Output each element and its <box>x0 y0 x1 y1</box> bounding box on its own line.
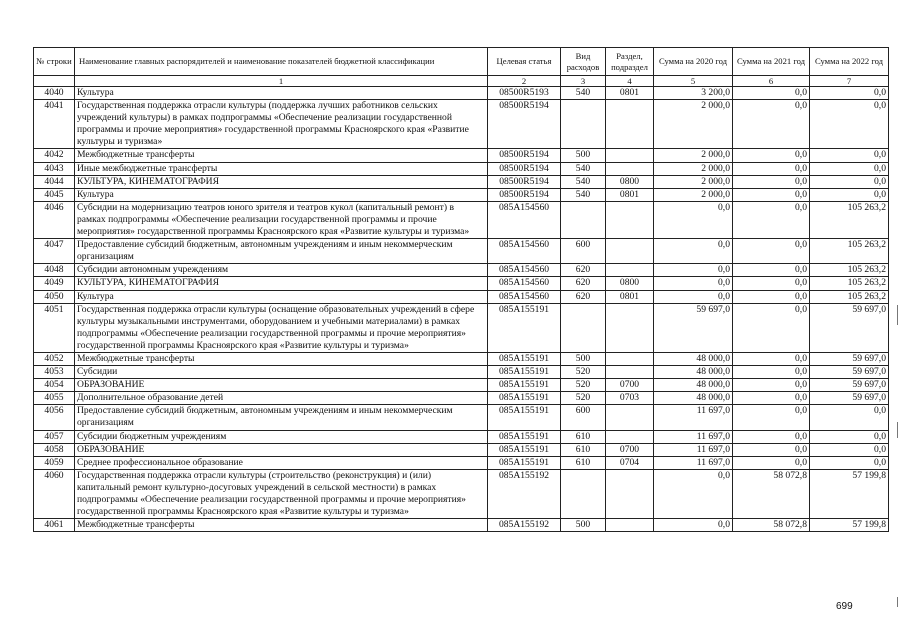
table-row <box>34 352 889 365</box>
row-name: КУЛЬТУРА, КИНЕМАТОГРАФИЯ <box>75 175 488 188</box>
row-section <box>606 149 654 162</box>
row-section: 0801 <box>606 87 654 100</box>
row-name: Среднее профессиональное образование <box>75 456 488 469</box>
table-row <box>34 392 889 405</box>
table-row <box>34 277 889 290</box>
row-sum-2020: 0,0 <box>654 277 733 290</box>
row-expense-type: 520 <box>561 366 606 379</box>
table-row <box>34 87 889 100</box>
row-section <box>606 352 654 365</box>
row-target-article: 085A155191 <box>488 352 561 365</box>
table-row <box>34 303 889 352</box>
row-target-article: 085A155192 <box>488 469 561 518</box>
row-target-article: 085A154560 <box>488 201 561 238</box>
row-name: Государственная поддержка отрасли культуры (строительство (реконструкция) и (или) капитальный ремонт культурно-досуговых учреждений в сельской местности) в рамках подпрограммы «Обеспечение реализации государственной программы и прочие мероприятия» государственной программы Красноярского края «Развитие культуры и туризма» <box>75 469 488 518</box>
row-name: Культура <box>75 290 488 303</box>
row-sum-2020: 11 697,0 <box>654 443 733 456</box>
header-expense-type: Вид расходов <box>561 48 606 76</box>
header-row-number: № строки <box>34 48 75 76</box>
row-expense-type: 610 <box>561 456 606 469</box>
row-sum-2020: 2 000,0 <box>654 100 733 149</box>
budget-table <box>33 47 889 532</box>
row-name: КУЛЬТУРА, КИНЕМАТОГРАФИЯ <box>75 277 488 290</box>
header-name: Наименование главных распорядителей и наименование показателей бюджетной классификации <box>75 48 488 76</box>
row-target-article: 08500R5193 <box>488 87 561 100</box>
row-sum-2022: 105 263,2 <box>810 277 889 290</box>
header-section: Раздел, подраздел <box>606 48 654 76</box>
table-row <box>34 290 889 303</box>
page-number: 699 <box>836 601 853 612</box>
row-sum-2021: 0,0 <box>733 162 810 175</box>
row-sum-2021: 0,0 <box>733 149 810 162</box>
row-target-article: 08500R5194 <box>488 162 561 175</box>
row-number: 4052 <box>34 352 75 365</box>
column-index: 7 <box>810 76 889 87</box>
row-target-article: 08500R5194 <box>488 100 561 149</box>
row-sum-2021: 0,0 <box>733 188 810 201</box>
row-sum-2020: 0,0 <box>654 469 733 518</box>
row-expense-type: 540 <box>561 175 606 188</box>
table-row <box>34 201 889 238</box>
header-row <box>34 48 889 76</box>
row-expense-type: 610 <box>561 443 606 456</box>
row-number: 4053 <box>34 366 75 379</box>
row-sum-2021: 0,0 <box>733 379 810 392</box>
row-sum-2020: 0,0 <box>654 290 733 303</box>
row-section <box>606 239 654 264</box>
row-sum-2022: 59 697,0 <box>810 379 889 392</box>
row-number: 4048 <box>34 264 75 277</box>
row-number: 4054 <box>34 379 75 392</box>
row-sum-2021: 0,0 <box>733 87 810 100</box>
row-sum-2022: 59 697,0 <box>810 352 889 365</box>
row-expense-type: 620 <box>561 290 606 303</box>
header-target-article: Целевая статья <box>488 48 561 76</box>
table-row <box>34 149 889 162</box>
row-expense-type: 600 <box>561 239 606 264</box>
row-sum-2021: 0,0 <box>733 290 810 303</box>
row-section <box>606 405 654 430</box>
row-name: Государственная поддержка отрасли культуры (оснащение образовательных учреждений в сфере культуры музыкальными инструментами, оборудованием и учебными материалами) в рамках подпрограммы «Обеспечение реализации государственной программы и прочие мероприятия» государственной программы Красноярского края «Развитие культуры и туризма» <box>75 303 488 352</box>
row-target-article: 085A155191 <box>488 303 561 352</box>
row-expense-type: 540 <box>561 162 606 175</box>
row-number: 4045 <box>34 188 75 201</box>
table-row <box>34 519 889 532</box>
row-target-article: 085A154560 <box>488 290 561 303</box>
row-number: 4041 <box>34 100 75 149</box>
table-row <box>34 430 889 443</box>
row-expense-type: 620 <box>561 277 606 290</box>
row-target-article: 085A155191 <box>488 430 561 443</box>
row-name: Дополнительное образование детей <box>75 392 488 405</box>
row-sum-2021: 0,0 <box>733 277 810 290</box>
row-sum-2020: 0,0 <box>654 201 733 238</box>
row-expense-type: 610 <box>561 430 606 443</box>
row-sum-2021: 58 072,8 <box>733 469 810 518</box>
row-sum-2020: 0,0 <box>654 239 733 264</box>
row-number: 4049 <box>34 277 75 290</box>
row-sum-2021: 0,0 <box>733 405 810 430</box>
row-sum-2020: 2 000,0 <box>654 175 733 188</box>
row-name: Государственная поддержка отрасли культуры (поддержка лучших работников сельских учреждений культуры) в рамках подпрограммы «Обеспечение реализации государственной программы и прочие мероприятия» государственной программы Красноярского края «Развитие культуры и туризма» <box>75 100 488 149</box>
row-section: 0801 <box>606 290 654 303</box>
row-sum-2022: 0,0 <box>810 405 889 430</box>
row-sum-2020: 48 000,0 <box>654 392 733 405</box>
row-sum-2022: 105 263,2 <box>810 290 889 303</box>
row-sum-2020: 0,0 <box>654 519 733 532</box>
row-section: 0800 <box>606 175 654 188</box>
row-sum-2022: 59 697,0 <box>810 366 889 379</box>
column-index: 3 <box>561 76 606 87</box>
table-row <box>34 188 889 201</box>
row-sum-2021: 0,0 <box>733 100 810 149</box>
row-sum-2022: 0,0 <box>810 430 889 443</box>
row-name: Культура <box>75 188 488 201</box>
row-section: 0801 <box>606 188 654 201</box>
row-expense-type <box>561 469 606 518</box>
row-section <box>606 201 654 238</box>
row-section: 0700 <box>606 379 654 392</box>
row-number: 4059 <box>34 456 75 469</box>
column-index: 5 <box>654 76 733 87</box>
row-target-article: 085A154560 <box>488 239 561 264</box>
row-expense-type: 540 <box>561 188 606 201</box>
row-target-article: 08500R5194 <box>488 175 561 188</box>
row-sum-2021: 0,0 <box>733 201 810 238</box>
row-name: ОБРАЗОВАНИЕ <box>75 379 488 392</box>
table-row <box>34 405 889 430</box>
row-sum-2022: 59 697,0 <box>810 303 889 352</box>
row-target-article: 085A155191 <box>488 456 561 469</box>
row-sum-2021: 0,0 <box>733 430 810 443</box>
row-sum-2022: 57 199,8 <box>810 469 889 518</box>
header-sum-2020: Сумма на 2020 год <box>654 48 733 76</box>
header-sum-2021: Сумма на 2021 год <box>733 48 810 76</box>
row-target-article: 085A155191 <box>488 379 561 392</box>
row-number: 4040 <box>34 87 75 100</box>
row-section <box>606 430 654 443</box>
table-body <box>34 87 889 532</box>
table-row <box>34 162 889 175</box>
row-name: ОБРАЗОВАНИЕ <box>75 443 488 456</box>
row-expense-type <box>561 100 606 149</box>
row-sum-2022: 0,0 <box>810 188 889 201</box>
column-index: 1 <box>75 76 488 87</box>
column-index: 6 <box>733 76 810 87</box>
row-expense-type <box>561 201 606 238</box>
table-row <box>34 456 889 469</box>
row-number: 4043 <box>34 162 75 175</box>
row-sum-2022: 105 263,2 <box>810 264 889 277</box>
row-sum-2022: 0,0 <box>810 456 889 469</box>
row-sum-2020: 11 697,0 <box>654 405 733 430</box>
row-section: 0800 <box>606 277 654 290</box>
row-expense-type: 500 <box>561 352 606 365</box>
column-index <box>34 76 75 87</box>
scan-mark <box>897 305 898 325</box>
row-name: Предоставление субсидий бюджетным, автономным учреждениям и иным некоммерческим организациям <box>75 239 488 264</box>
row-sum-2022: 0,0 <box>810 175 889 188</box>
row-number: 4056 <box>34 405 75 430</box>
row-name: Межбюджетные трансферты <box>75 149 488 162</box>
table-row <box>34 379 889 392</box>
row-section <box>606 366 654 379</box>
row-target-article: 085A154560 <box>488 264 561 277</box>
row-section <box>606 100 654 149</box>
column-index: 2 <box>488 76 561 87</box>
row-sum-2020: 48 000,0 <box>654 366 733 379</box>
row-sum-2022: 0,0 <box>810 87 889 100</box>
table-row <box>34 264 889 277</box>
row-sum-2021: 0,0 <box>733 366 810 379</box>
row-target-article: 085A155192 <box>488 519 561 532</box>
row-number: 4058 <box>34 443 75 456</box>
row-sum-2020: 2 000,0 <box>654 162 733 175</box>
row-number: 4060 <box>34 469 75 518</box>
scan-mark <box>897 597 898 607</box>
row-sum-2022: 105 263,2 <box>810 239 889 264</box>
row-section <box>606 264 654 277</box>
row-sum-2021: 0,0 <box>733 264 810 277</box>
table-row <box>34 469 889 518</box>
row-sum-2022: 0,0 <box>810 443 889 456</box>
row-sum-2020: 48 000,0 <box>654 379 733 392</box>
row-name: Предоставление субсидий бюджетным, автономным учреждениям и иным некоммерческим организациям <box>75 405 488 430</box>
table-row <box>34 100 889 149</box>
row-sum-2022: 0,0 <box>810 100 889 149</box>
row-expense-type: 520 <box>561 392 606 405</box>
row-number: 4050 <box>34 290 75 303</box>
row-target-article: 085A155191 <box>488 366 561 379</box>
row-name: Субсидии на модернизацию театров юного зрителя и театров кукол (капитальный ремонт) в рамках подпрограммы «Обеспечение реализации государственной программы и прочие мероприятия» государственной программы Красноярского края «Развитие культуры и туризма» <box>75 201 488 238</box>
table-row <box>34 239 889 264</box>
row-sum-2021: 0,0 <box>733 303 810 352</box>
row-number: 4061 <box>34 519 75 532</box>
row-section <box>606 162 654 175</box>
row-expense-type: 500 <box>561 519 606 532</box>
row-section <box>606 303 654 352</box>
row-sum-2022: 0,0 <box>810 149 889 162</box>
row-number: 4051 <box>34 303 75 352</box>
row-section: 0703 <box>606 392 654 405</box>
row-sum-2021: 0,0 <box>733 392 810 405</box>
row-name: Межбюджетные трансферты <box>75 519 488 532</box>
row-name: Субсидии автономным учреждениям <box>75 264 488 277</box>
row-sum-2021: 0,0 <box>733 352 810 365</box>
row-section <box>606 469 654 518</box>
row-sum-2020: 3 200,0 <box>654 87 733 100</box>
row-number: 4057 <box>34 430 75 443</box>
row-sum-2022: 59 697,0 <box>810 392 889 405</box>
row-sum-2021: 0,0 <box>733 456 810 469</box>
row-sum-2020: 59 697,0 <box>654 303 733 352</box>
row-sum-2022: 57 199,8 <box>810 519 889 532</box>
row-expense-type: 600 <box>561 405 606 430</box>
row-number: 4055 <box>34 392 75 405</box>
row-sum-2022: 0,0 <box>810 162 889 175</box>
row-sum-2020: 11 697,0 <box>654 430 733 443</box>
row-sum-2020: 11 697,0 <box>654 456 733 469</box>
row-section: 0704 <box>606 456 654 469</box>
row-target-article: 085A155191 <box>488 405 561 430</box>
table-row <box>34 175 889 188</box>
row-section <box>606 519 654 532</box>
row-target-article: 08500R5194 <box>488 149 561 162</box>
row-number: 4046 <box>34 201 75 238</box>
row-name: Субсидии <box>75 366 488 379</box>
row-target-article: 085A155191 <box>488 443 561 456</box>
row-target-article: 085A155191 <box>488 392 561 405</box>
row-sum-2021: 58 072,8 <box>733 519 810 532</box>
row-section: 0700 <box>606 443 654 456</box>
row-sum-2021: 0,0 <box>733 239 810 264</box>
scan-mark <box>897 422 898 438</box>
row-sum-2021: 0,0 <box>733 175 810 188</box>
row-name: Иные межбюджетные трансферты <box>75 162 488 175</box>
row-expense-type: 620 <box>561 264 606 277</box>
row-expense-type <box>561 303 606 352</box>
row-sum-2020: 48 000,0 <box>654 352 733 365</box>
row-expense-type: 520 <box>561 379 606 392</box>
row-number: 4044 <box>34 175 75 188</box>
row-expense-type: 500 <box>561 149 606 162</box>
row-sum-2020: 0,0 <box>654 264 733 277</box>
row-expense-type: 540 <box>561 87 606 100</box>
row-number: 4047 <box>34 239 75 264</box>
table-row <box>34 443 889 456</box>
row-sum-2020: 2 000,0 <box>654 188 733 201</box>
row-number: 4042 <box>34 149 75 162</box>
row-name: Межбюджетные трансферты <box>75 352 488 365</box>
column-index: 4 <box>606 76 654 87</box>
row-sum-2022: 105 263,2 <box>810 201 889 238</box>
header-sum-2022: Сумма на 2022 год <box>810 48 889 76</box>
row-name: Культура <box>75 87 488 100</box>
row-name: Субсидии бюджетным учреждениям <box>75 430 488 443</box>
row-sum-2020: 2 000,0 <box>654 149 733 162</box>
row-sum-2021: 0,0 <box>733 443 810 456</box>
row-target-article: 085A154560 <box>488 277 561 290</box>
column-index-row <box>34 76 889 87</box>
table-row <box>34 366 889 379</box>
row-target-article: 08500R5194 <box>488 188 561 201</box>
